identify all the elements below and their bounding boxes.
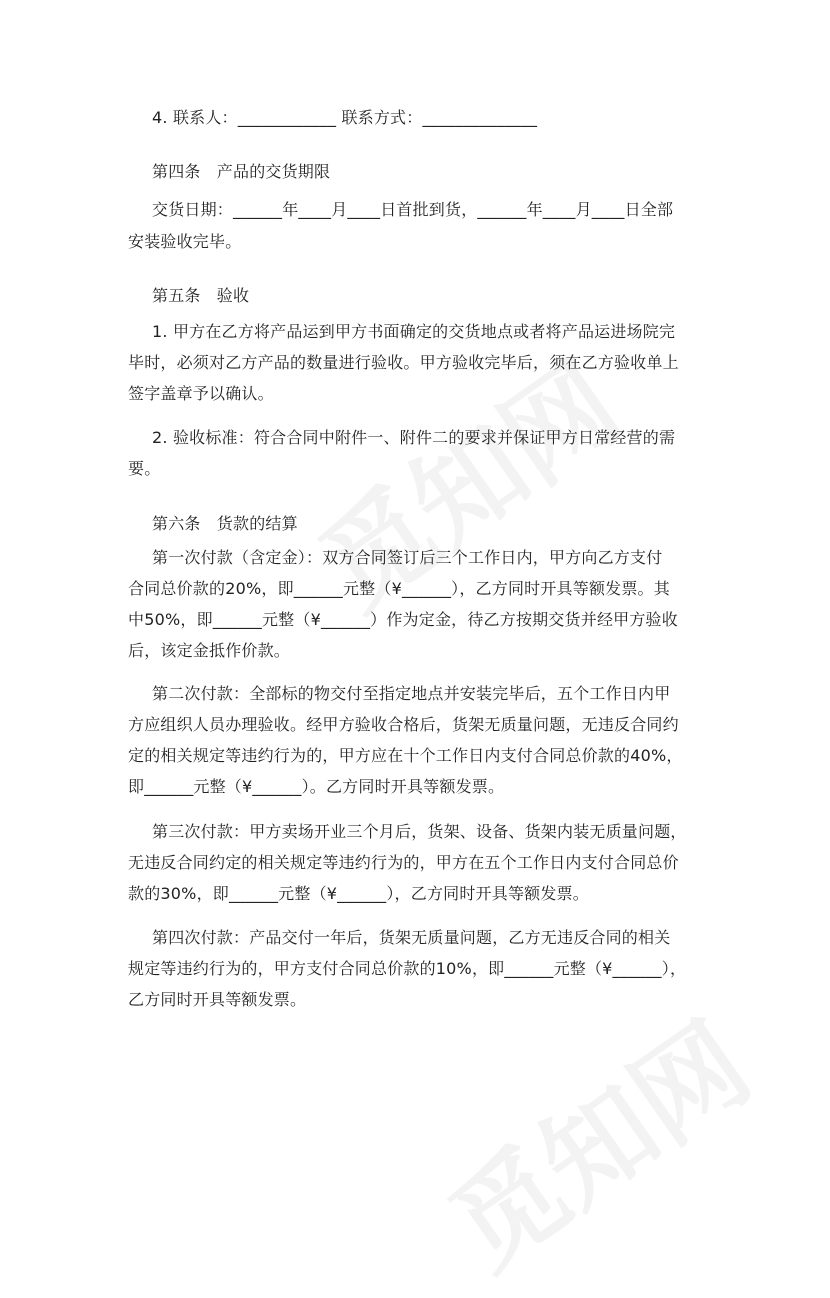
- contact-line: 4. 联系人：____________ 联系方式：______________: [152, 108, 538, 127]
- section-heading-6: 第六条 货款的结算: [152, 514, 298, 533]
- paragraph-line: 规定等违约行为的，甲方支付合同总价款的10%，即______元整（¥______），: [128, 959, 687, 978]
- paragraph-line: 乙方同时开具等额发票。: [128, 990, 307, 1009]
- paragraph-line: 定的相关规定等违约行为的，甲方应在十个工作日内支付合同总价款的40%，: [128, 746, 683, 765]
- paragraph-line: 款的30%，即______元整（¥______），乙方同时开具等额发票。: [128, 884, 589, 903]
- paragraph-line: 2. 验收标准：符合合同中附件一、附件二的要求并保证甲方日常经营的需: [152, 428, 676, 447]
- paragraph-line: 后，该定金抵作价款。: [128, 641, 291, 660]
- paragraph-line: 要。: [128, 459, 161, 478]
- paragraph-line: 第三次付款：甲方卖场开业三个月后，货架、设备、货架内装无质量问题，: [152, 822, 687, 841]
- paragraph-line: 第二次付款：全部标的物交付至指定地点并安装完毕后，五个工作日内甲: [152, 684, 671, 703]
- paragraph-line: 签字盖章予以确认。: [128, 384, 274, 403]
- paragraph-line: 即______元整（¥______）。乙方同时开具等额发票。: [128, 777, 505, 796]
- paragraph-line: 方应组织人员办理验收。经甲方验收合格后，货架无质量问题，无违反合同约: [128, 715, 679, 734]
- paragraph-line: 安装验收完毕。: [128, 232, 242, 251]
- paragraph-line: 1. 甲方在乙方将产品运到甲方书面确定的交货地点或者将产品运进场院完: [152, 322, 676, 341]
- paragraph-line: 第一次付款（含定金）：双方合同签订后三个工作日内，甲方向乙方支付: [152, 548, 663, 567]
- paragraph-line: 合同总价款的20%，即______元整（¥______），乙方同时开具等额发票。其: [128, 579, 670, 598]
- watermark: [415, 980, 776, 1298]
- paragraph-line: 毕时，必须对乙方产品的数量进行验收。甲方验收完毕后，须在乙方验收单上: [128, 353, 679, 372]
- paragraph-line: 交货日期：______年____月____日首批到货，______年____月____日全部: [152, 200, 674, 219]
- paragraph-line: 无违反合同约定的相关规定等违约行为的，甲方在五个工作日内支付合同总价: [128, 853, 679, 872]
- section-heading-4: 第四条 产品的交货期限: [152, 162, 331, 181]
- paragraph-line: 第四次付款：产品交付一年后，货架无质量问题，乙方无违反合同的相关: [152, 928, 671, 947]
- section-heading-5: 第五条 验收: [152, 286, 250, 305]
- paragraph-line: 中50%，即______元整（¥______）作为定金，待乙方按期交货并经甲方验收: [128, 610, 678, 629]
